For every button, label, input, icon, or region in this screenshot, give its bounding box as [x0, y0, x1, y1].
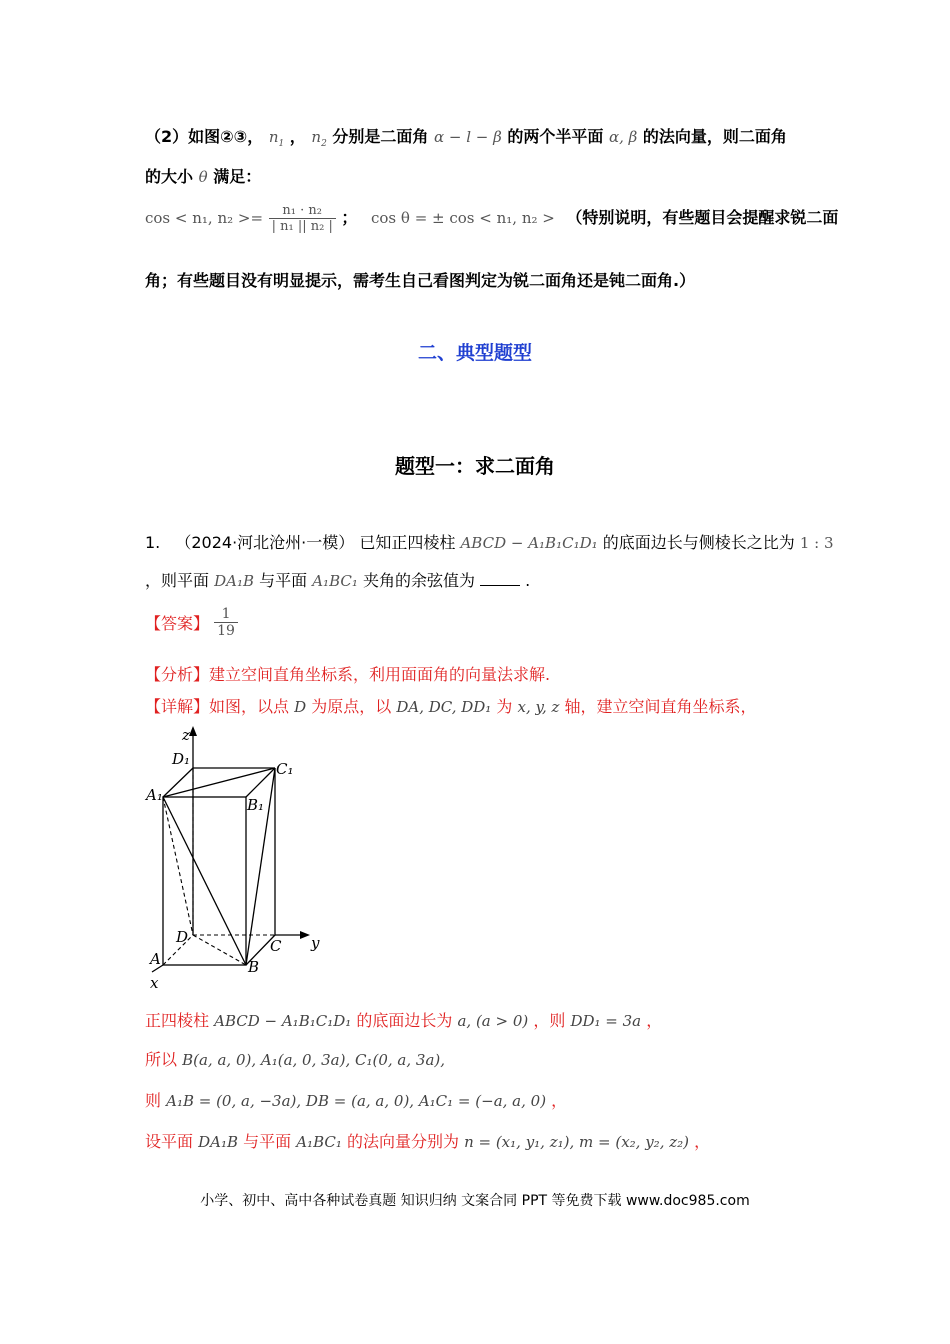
label-B1: B₁ [247, 796, 265, 814]
label-y: y [311, 934, 320, 952]
text: 满足： [213, 167, 262, 186]
math-axes: x, y, z [517, 698, 560, 716]
math-plane2: A₁BC₁ [312, 572, 358, 590]
text: ， [694, 1132, 711, 1151]
answer-fraction [214, 606, 238, 639]
text: 的法向量分别为 [346, 1132, 459, 1151]
problem-source: （2024·河北沧州·一模） [175, 533, 355, 552]
math-formula-cos-theta: cos θ = ± cos < n₁, n₂ > [371, 209, 555, 227]
math-ratio: 1 : 3 [799, 534, 834, 552]
math-vectors: A₁B = (0, a, −3a), DB = (a, a, 0), A₁C₁ = (−a, a, 0) [166, 1092, 547, 1110]
math-points: B(a, a, 0), A₁(a, 0, 3a), C₁(0, a, 3a), [182, 1051, 446, 1069]
detail-line [145, 694, 757, 717]
label-z: z [182, 726, 190, 744]
label-x: x [150, 974, 159, 992]
text: （特别说明，有些题目会提醒求锐二面 [566, 208, 839, 227]
text: 的法向量，则二面角 [642, 127, 787, 146]
fraction-numerator: n₁ · n₂ [269, 203, 336, 219]
answer-label: 【答案】 [145, 614, 210, 633]
edge-A1D-hidden [163, 797, 193, 935]
section-title: 二、典型题型 [417, 342, 532, 364]
math-plane2: A₁BC₁ [296, 1133, 342, 1151]
z-axis-arrow [189, 726, 197, 736]
text: 为 [496, 697, 513, 716]
solution-line3 [145, 1088, 567, 1111]
math-formula-cos: cos < n₁, n₂ >= [145, 209, 264, 227]
para2-line4 [145, 268, 695, 291]
solution-line2 [145, 1047, 445, 1070]
text: ， [551, 1091, 568, 1110]
math-a-value: a, (a > 0) [457, 1012, 529, 1030]
solution-line4 [145, 1129, 710, 1152]
text: 的两个半平面 [507, 127, 604, 146]
answer-blank [480, 585, 520, 586]
math-axes-vectors: DA, DC, DD₁ [396, 698, 492, 716]
page-footer: 小学、初中、高中各种试卷真题 知识归纳 文案合同 PPT 等免费下载 www.doc985.com [200, 1193, 750, 1209]
math-prism: ABCD − A₁B₁C₁D₁ [214, 1012, 352, 1030]
fraction-numerator: 1 [214, 606, 238, 623]
math-theta: θ [198, 168, 208, 186]
text: 为原点，以 [311, 697, 392, 716]
label-A1: A₁ [146, 786, 163, 804]
label-D: D [176, 928, 189, 946]
text: 的大小 [145, 167, 194, 186]
math-n2: $n_2$ [311, 128, 327, 149]
math-planes: α, β [608, 128, 638, 146]
math-plane1: DA₁B [214, 572, 255, 590]
label-C1: C₁ [276, 760, 294, 778]
y-axis-arrow [300, 931, 310, 939]
text: 的底面边长与侧棱长之比为 [602, 533, 795, 552]
text: ， [289, 127, 306, 146]
analysis-line [145, 662, 550, 685]
math-point: D [294, 698, 307, 716]
label-C: C [270, 937, 282, 955]
text: 与平面 [259, 571, 308, 590]
text: 与平面 [243, 1132, 292, 1151]
text: . [525, 571, 531, 590]
fraction-denominator: 19 [217, 623, 235, 639]
math-fraction [269, 203, 336, 234]
text: 轴，建立空间直角坐标系， [564, 697, 757, 716]
text: （2）如图②③， [145, 127, 264, 146]
label-B: B [248, 958, 260, 976]
math-n1: $n_1$ [268, 128, 285, 149]
text: 则 [145, 1091, 162, 1110]
text: ； [341, 208, 358, 227]
prism-diagram [140, 720, 340, 1000]
math-prism: ABCD − A₁B₁C₁D₁ [460, 534, 598, 552]
fraction-denominator: | n₁ || n₂ | [271, 219, 333, 234]
analysis-text: 建立空间直角坐标系，利用面面角的向量法求解. [209, 665, 551, 684]
problem-line2 [145, 568, 530, 591]
para2-line2 [145, 164, 261, 187]
text: ，则平面 [145, 571, 210, 590]
text: 已知正四棱柱 [359, 533, 456, 552]
analysis-label: 【分析】 [145, 665, 210, 684]
text: 设平面 [145, 1132, 194, 1151]
label-A: A [150, 950, 161, 968]
text: 如图，以点 [209, 697, 290, 716]
math-plane1: DA₁B [198, 1133, 239, 1151]
math-normal-vectors: n = (x₁, y₁, z₁), m = (x₂, y₂, z₂) [464, 1133, 689, 1151]
para2-formula-line [145, 203, 838, 234]
edge-A1C1 [163, 768, 275, 797]
solution-line1 [145, 1008, 662, 1031]
label-D1: D₁ [172, 750, 191, 768]
text: 分别是二面角 [332, 127, 429, 146]
math-angle: α − l − β [433, 128, 502, 146]
text: 正四棱柱 [145, 1011, 210, 1030]
problem-line1 [145, 530, 834, 553]
problem-number: 1. [145, 533, 161, 552]
math-dd1: DD₁ = 3a [570, 1012, 642, 1030]
text: ， [646, 1011, 663, 1030]
type-title: 题型一：求二面角 [395, 454, 555, 478]
para2-line1 [145, 124, 787, 149]
text: 所以 [145, 1050, 178, 1069]
text: 角；有些题目没有明显提示，需考生自己看图判定为锐二面角还是钝二面角.） [145, 271, 696, 290]
text: 夹角的余弦值为 [362, 571, 475, 590]
text: 的底面边长为 [356, 1011, 453, 1030]
answer-line [145, 606, 238, 639]
text: ，则 [533, 1011, 566, 1030]
detail-label: 【详解】 [145, 697, 210, 716]
